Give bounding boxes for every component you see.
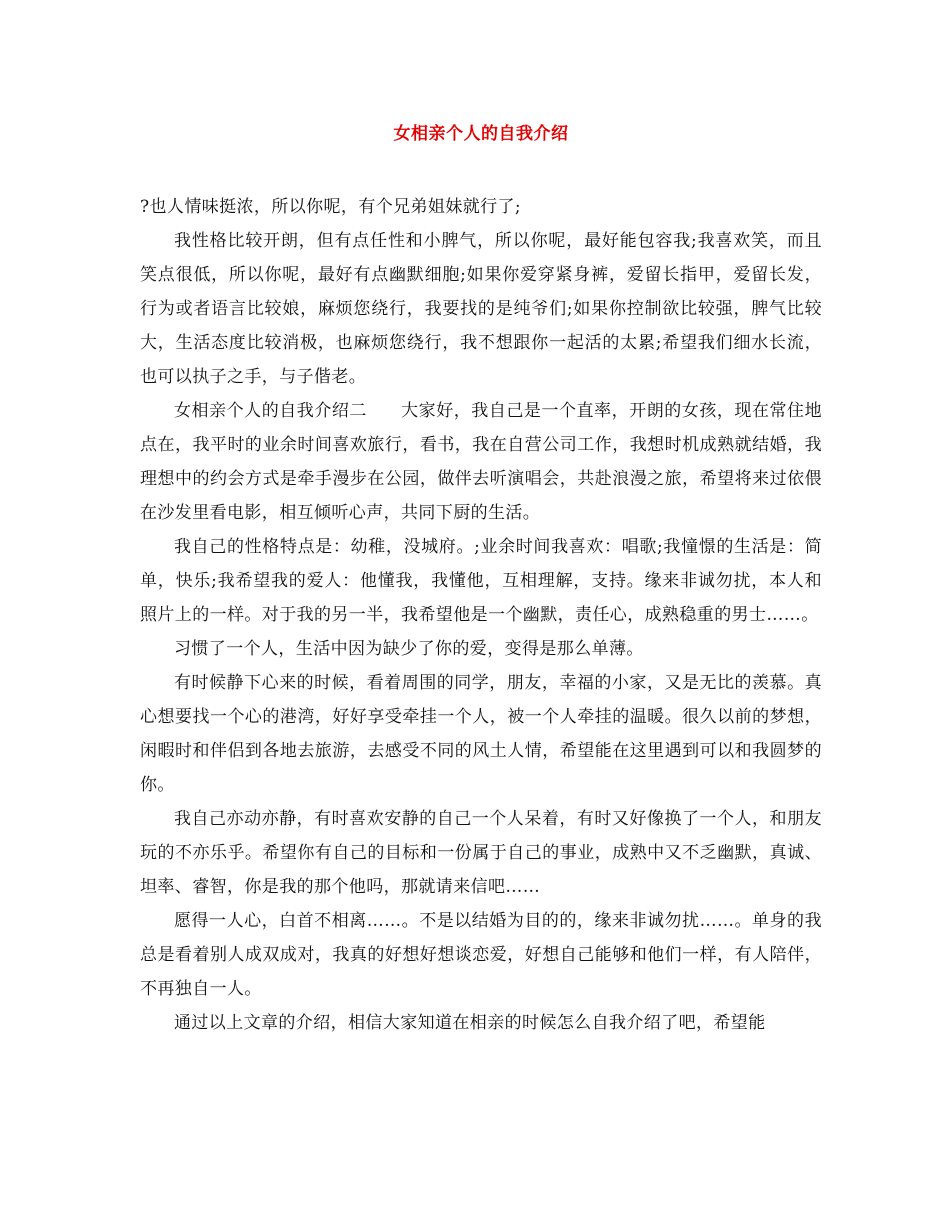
paragraph-1: ?也人情味挺浓，所以你呢，有个兄弟姐妹就行了; xyxy=(140,197,522,217)
paragraph-5: 习惯了一个人，生活中因为缺少了你的爱，变得是那么单薄。 xyxy=(174,639,644,659)
paragraph-2: 我性格比较开朗，但有点任性和小脾气，所以你呢，最好能包容我;我喜欢笑，而且笑点很低，所以你呢，最好有点幽默细胞;如果你爱穿紧身裤，爱留长指甲，爱留长发，行为或者语言比较娘，麻烦您绕行，我要找的是纯爷们;如果你控制欲比较强，脾气比较大，生活态度比较消极，也麻烦您绕行，我不想跟你一起活的太累;希望我们细水长流，也可以执子之手，与子偕老。 xyxy=(140,231,822,387)
paragraph-8: 愿得一人心，白首不相离……。不是以结婚为目的的，缘来非诚勿扰……。单身的我总是看着别人成双成对，我真的好想好想谈恋爱，好想自己能够和他们一样，有人陪伴，不再独自一人。 xyxy=(140,911,822,999)
section-heading: 女相亲个人的自我介绍二 xyxy=(174,401,367,421)
paragraph-7: 我自己亦动亦静，有时喜欢安静的自己一个人呆着，有时又好像换了一个人，和朋友玩的不亦乐乎。希望你有自己的目标和一份属于自己的事业，成熟中又不乏幽默，真诚、坦率、睿智，你是我的那个他吗，那就请来信吧…… xyxy=(140,809,822,897)
paragraph-6: 有时候静下心来的时候，看着周围的同学，朋友，幸福的小家，又是无比的羡慕。真心想要找一个心的港湾，好好享受牵挂一个人，被一个人牵挂的温暖。很久以前的梦想，闲暇时和伴侣到各地去旅游，去感受不同的风土人情，希望能在这里遇到可以和我圆梦的你。 xyxy=(140,673,822,795)
paragraph-9: 通过以上文章的介绍，相信大家知道在相亲的时候怎么自我介绍了吧，希望能 xyxy=(174,1013,766,1033)
paragraph-3-text: 大家好，我自己是一个直率，开朗的女孩，现在常住地点在，我平时的业余时间喜欢旅行，看书，我在自营公司工作，我想时机成熟就结婚，我理想中的约会方式是牵手漫步在公园，做伴去听演唱会，共赴浪漫之旅，希望将来过依偎在沙发里看电影，相互倾听心声，共同下厨的生活。 xyxy=(140,401,822,523)
paragraph-4: 我自己的性格特点是：幼稚，没城府。;业余时间我喜欢：唱歌;我憧憬的生活是：简单，快乐;我希望我的爱人：他懂我，我懂他，互相理解，支持。缘来非诚勿扰，本人和照片上的一样。对于我的另一半，我希望他是一个幽默，责任心，成熟稳重的男士……。 xyxy=(140,537,822,625)
paragraph-3 xyxy=(140,394,822,530)
document-title: 女相亲个人的自我介绍 xyxy=(393,124,569,144)
